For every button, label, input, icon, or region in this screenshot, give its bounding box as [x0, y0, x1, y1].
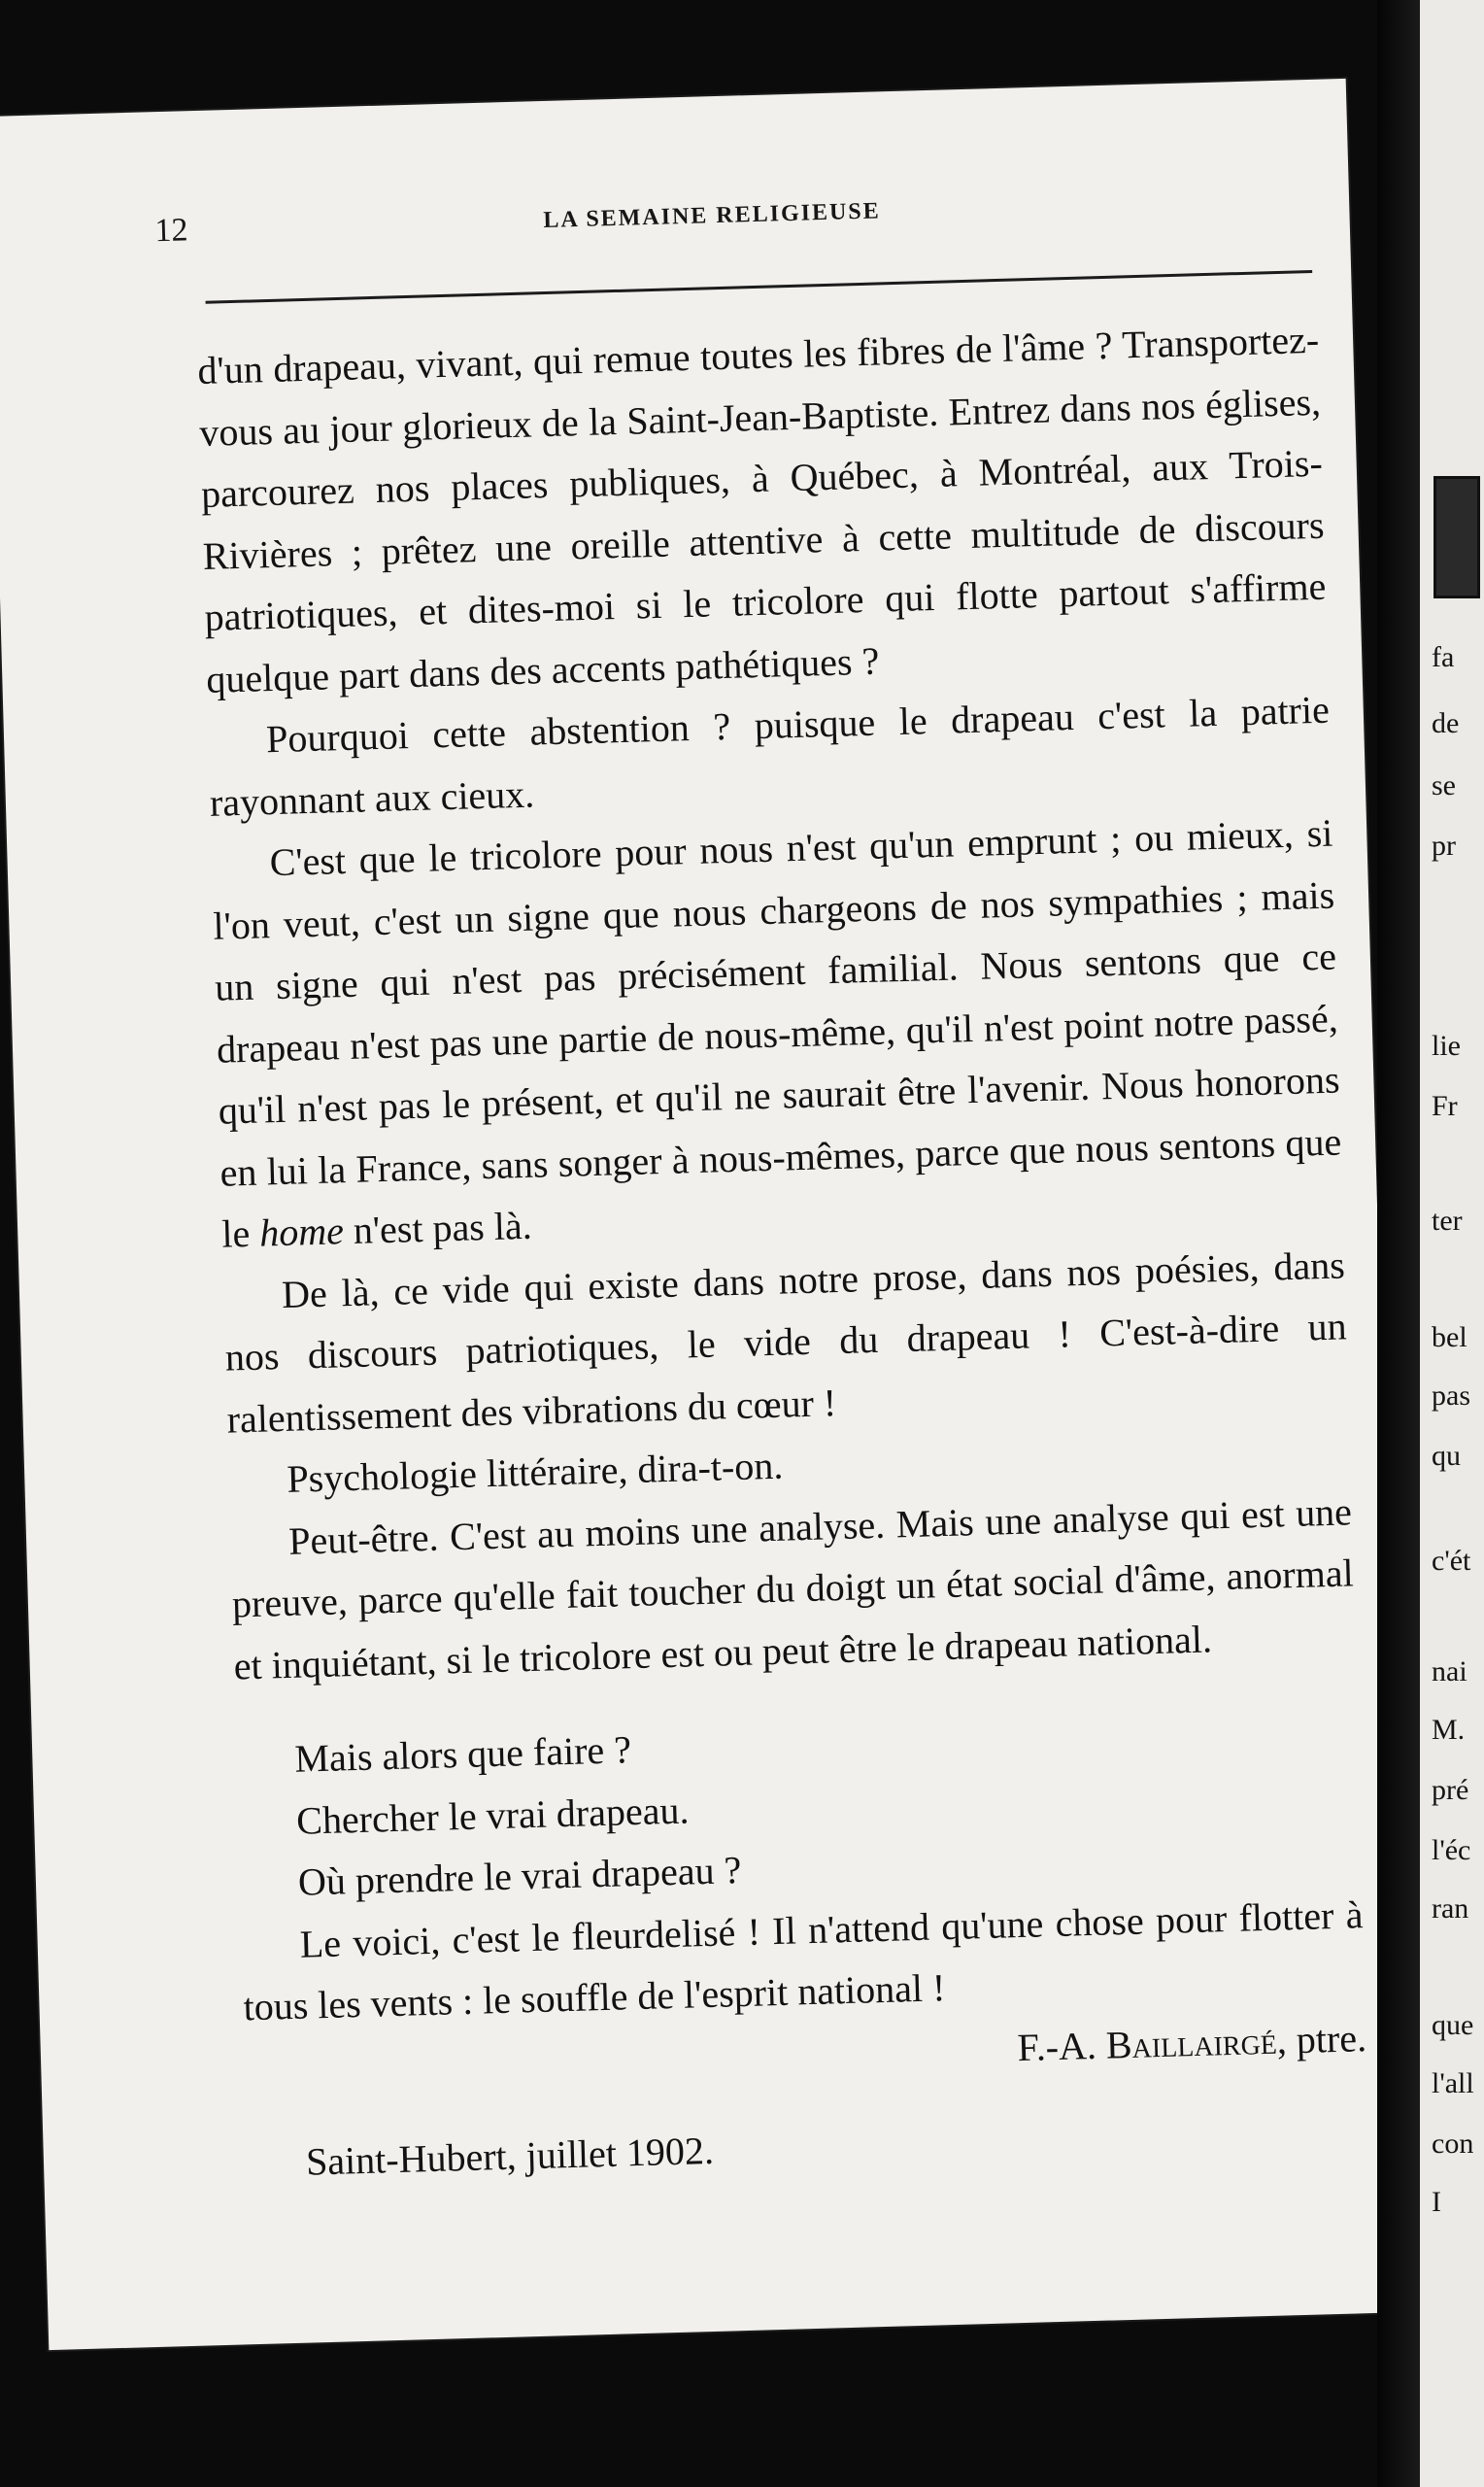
author-initials: F.-A.	[1017, 2023, 1097, 2069]
page-number: 12	[154, 212, 189, 250]
ornament-block	[1433, 476, 1480, 598]
paragraph: Chercher le vrai drapeau.	[295, 1787, 690, 1843]
adjacent-text-fragment: pré	[1432, 1774, 1469, 1806]
adjacent-text-fragment: que	[1432, 2009, 1474, 2041]
paragraph-text: C'est que le tricolore pour nous n'est qu'un emprunt ; ou mieux, si l'on veut, c'est un signe que nous chargeons de nos sympathies ; mais un signe qui n'est pas précisément familial. Nous sentons que ce drapeau n'est pas une partie de nous-même, qu'il n'est point notre passé, qu'il n'est pas le présent, et qu'il ne saurait être l'avenir. Nous honorons en lui la France, sans songer à nous-mêmes, parce que nous sentons que le	[212, 810, 1342, 1256]
journal-title: LA SEMAINE RELIGIEUSE	[543, 198, 882, 234]
paragraph: d'un drapeau, vivant, qui remue toutes les fibres de l'âme ? Transportez-vous au jour glorieux de la Saint-Jean-Baptiste. Entrez dans nos églises, parcourez nos places publiques, à Québec, à Montréal, aux Trois-Rivières ; prêtez une oreille attentive à cette multitude de discours patriotiques, et dites-moi si le tricolore qui flotte partout s'affirme quelque part dans des accents pathétiques ?	[196, 317, 1327, 701]
adjacent-text-fragment: qu	[1432, 1440, 1461, 1472]
adjacent-text-fragment: pas	[1432, 1380, 1470, 1412]
header-rule	[206, 270, 1313, 304]
adjacent-text-fragment: bel	[1432, 1321, 1467, 1353]
adjacent-text-fragment: l'éc	[1432, 1834, 1471, 1866]
paragraph: Où prendre le vrai drapeau ?	[297, 1848, 742, 1904]
author-surname: Baillairgé	[1105, 2018, 1278, 2067]
gutter-shadow	[1377, 0, 1420, 2487]
paragraph: Mais alors que faire ?	[293, 1727, 632, 1781]
adjacent-text-fragment: nai	[1432, 1655, 1467, 1687]
paragraph: Psychologie littéraire, dira-t-on.	[286, 1443, 784, 1501]
author-signature	[959, 2007, 1367, 2080]
paragraph: Le voici, c'est le fleurdelisé ! Il n'attend qu'une chose pour flotter à tous les vents : le souffle de l'esprit national !	[242, 1891, 1365, 2029]
book-page	[0, 79, 1408, 2350]
adjacent-page-strip	[1420, 0, 1484, 2487]
paragraph: Pourquoi cette abstention ? puisque le drapeau c'est la patrie rayonnant aux cieux.	[209, 687, 1331, 825]
adjacent-text-fragment: ran	[1432, 1892, 1469, 1925]
adjacent-text-fragment: c'ét	[1432, 1545, 1471, 1577]
adjacent-text-fragment: ter	[1432, 1205, 1463, 1237]
adjacent-text-fragment: fa	[1432, 641, 1455, 673]
adjacent-text-fragment: pr	[1432, 830, 1456, 862]
emphasis-word: home	[258, 1209, 345, 1255]
article-body	[197, 309, 1370, 2195]
author-title: , ptre.	[1276, 2015, 1367, 2062]
adjacent-text-fragment: de	[1432, 707, 1460, 739]
running-head	[154, 173, 1301, 263]
adjacent-text-fragment: lie	[1432, 1030, 1461, 1062]
adjacent-text-fragment: I	[1432, 2186, 1441, 2218]
adjacent-text-fragment: Fr	[1432, 1090, 1458, 1122]
paragraph	[211, 802, 1344, 1266]
paragraph: De là, ce vide qui existe dans notre prose, dans nos poésies, dans nos discours patriotiques, le vide du drapeau ! C'est-à-dire un ralentissement des vibrations du cœur !	[224, 1242, 1348, 1442]
adjacent-text-fragment: con	[1432, 2128, 1474, 2160]
paragraph: Peut-être. C'est au moins une analyse. Mais une analyse qui est une preuve, parce qu'elle fait toucher du doigt un état social d'âme, anormal et inquiétant, si le tricolore est ou peut être le drapeau national.	[231, 1488, 1355, 1687]
adjacent-text-fragment: M.	[1432, 1714, 1466, 1746]
adjacent-text-fragment: se	[1432, 769, 1456, 801]
adjacent-text-fragment: l'all	[1432, 2067, 1474, 2099]
dateline: Saint-Hubert, juillet 1902.	[305, 2128, 715, 2184]
paragraph-text-end: n'est pas là.	[353, 1203, 533, 1252]
